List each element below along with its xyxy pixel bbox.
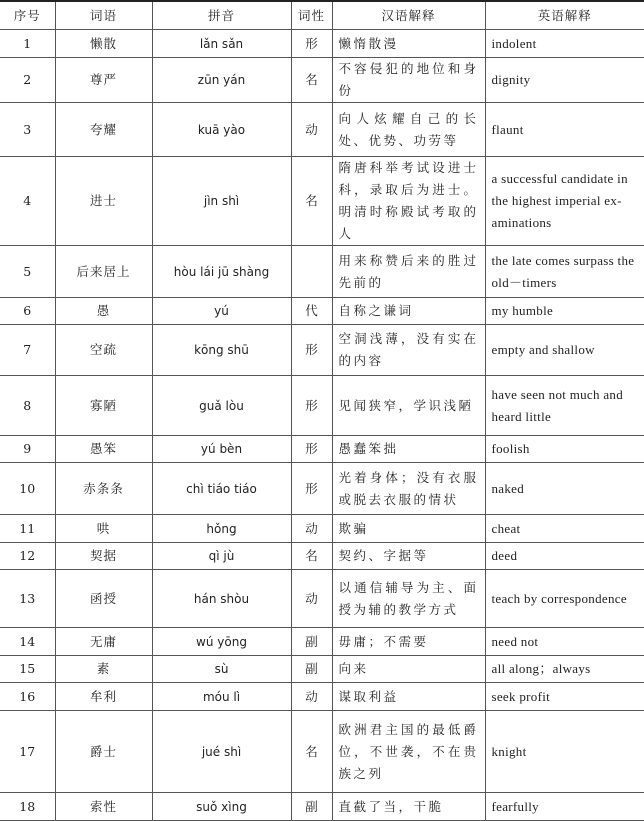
row-pinyin: sù (152, 656, 291, 683)
row-word: 无庸 (55, 628, 152, 656)
row-chinese-definition: 自称之谦词 (332, 298, 485, 325)
row-chinese-definition: 光着身体；没有衣服或脱去衣服的情状 (332, 463, 485, 515)
row-number: 10 (0, 463, 55, 515)
row-english-definition: seek profit (485, 683, 644, 711)
row-number: 12 (0, 543, 55, 570)
row-english-definition: teach by correspondence (485, 570, 644, 628)
table-row (0, 103, 644, 157)
row-pinyin: kuā yào (152, 103, 291, 157)
table-body (0, 30, 644, 821)
header-part-of-speech: 词性 (291, 1, 332, 30)
row-part-of-speech: 形 (291, 463, 332, 515)
row-chinese-definition: 向来 (332, 656, 485, 683)
table-row (0, 570, 644, 628)
row-chinese-definition: 用来称赞后来的胜过先前的 (332, 246, 485, 298)
row-word: 赤条条 (55, 463, 152, 515)
row-number: 5 (0, 246, 55, 298)
row-chinese-definition: 谋取利益 (332, 683, 485, 711)
row-pinyin: kōng shū (152, 325, 291, 376)
row-pinyin: hán shòu (152, 570, 291, 628)
row-part-of-speech: 代 (291, 298, 332, 325)
row-pinyin: jìn shì (152, 157, 291, 246)
row-number: 11 (0, 515, 55, 543)
row-word: 爵士 (55, 711, 152, 793)
row-chinese-definition: 见闻狭窄，学识浅陋 (332, 376, 485, 436)
row-part-of-speech (291, 246, 332, 298)
row-word: 愚笨 (55, 436, 152, 463)
row-number: 14 (0, 628, 55, 656)
row-word: 愚 (55, 298, 152, 325)
row-part-of-speech: 名 (291, 711, 332, 793)
row-part-of-speech: 名 (291, 543, 332, 570)
row-part-of-speech: 副 (291, 656, 332, 683)
header-english-definition: 英语解释 (485, 1, 644, 30)
row-number: 8 (0, 376, 55, 436)
table-row (0, 325, 644, 376)
table-row (0, 376, 644, 436)
header-word: 词语 (55, 1, 152, 30)
row-english-definition: naked (485, 463, 644, 515)
row-word: 空疏 (55, 325, 152, 376)
row-word: 寡陋 (55, 376, 152, 436)
row-pinyin: hòu lái jū shàng (152, 246, 291, 298)
row-pinyin: móu lì (152, 683, 291, 711)
row-part-of-speech: 副 (291, 793, 332, 821)
row-english-definition: all along；always (485, 656, 644, 683)
row-part-of-speech: 形 (291, 30, 332, 58)
row-number: 2 (0, 58, 55, 103)
row-part-of-speech: 形 (291, 325, 332, 376)
table-row (0, 628, 644, 656)
header-number: 序号 (0, 1, 55, 30)
table-row (0, 463, 644, 515)
row-pinyin: yú (152, 298, 291, 325)
row-chinese-definition: 直截了当，干脆 (332, 793, 485, 821)
table-row (0, 515, 644, 543)
row-word: 函授 (55, 570, 152, 628)
row-number: 17 (0, 711, 55, 793)
row-english-definition: flaunt (485, 103, 644, 157)
row-pinyin: suǒ xìng (152, 793, 291, 821)
row-number: 3 (0, 103, 55, 157)
row-chinese-definition: 不容侵犯的地位和身份 (332, 58, 485, 103)
row-chinese-definition: 欧洲君主国的最低爵位，不世袭，不在贵族之列 (332, 711, 485, 793)
row-part-of-speech: 动 (291, 515, 332, 543)
header-chinese-definition: 汉语解释 (332, 1, 485, 30)
row-number: 1 (0, 30, 55, 58)
row-number: 7 (0, 325, 55, 376)
row-chinese-definition: 向人炫耀自己的长处、优势、功劳等 (332, 103, 485, 157)
row-part-of-speech: 形 (291, 376, 332, 436)
row-number: 4 (0, 157, 55, 246)
row-chinese-definition: 契约、字据等 (332, 543, 485, 570)
row-english-definition: fearfully (485, 793, 644, 821)
table-row (0, 543, 644, 570)
row-pinyin: guǎ lòu (152, 376, 291, 436)
row-part-of-speech: 动 (291, 103, 332, 157)
row-number: 9 (0, 436, 55, 463)
row-part-of-speech: 动 (291, 683, 332, 711)
row-english-definition: foolish (485, 436, 644, 463)
row-part-of-speech: 名 (291, 58, 332, 103)
table-row (0, 656, 644, 683)
row-pinyin: qì jù (152, 543, 291, 570)
row-chinese-definition: 愚蠢笨拙 (332, 436, 485, 463)
row-pinyin: wú yōng (152, 628, 291, 656)
row-pinyin: chì tiáo tiáo (152, 463, 291, 515)
header-pinyin: 拼音 (152, 1, 291, 30)
row-number: 16 (0, 683, 55, 711)
row-english-definition: the late comes surpass the old－timers (485, 246, 644, 298)
row-english-definition: indolent (485, 30, 644, 58)
table-row (0, 298, 644, 325)
row-english-definition: need not (485, 628, 644, 656)
row-chinese-definition: 隋唐科举考试设进士科，录取后为进士。明清时称殿试考取的人 (332, 157, 485, 246)
row-chinese-definition: 以通信辅导为主、面授为辅的教学方式 (332, 570, 485, 628)
row-pinyin: hǒng (152, 515, 291, 543)
row-number: 13 (0, 570, 55, 628)
row-english-definition: have seen not much and heard little (485, 376, 644, 436)
row-word: 契据 (55, 543, 152, 570)
row-number: 15 (0, 656, 55, 683)
row-english-definition: empty and shallow (485, 325, 644, 376)
row-word: 牟利 (55, 683, 152, 711)
row-english-definition: my humble (485, 298, 644, 325)
row-english-definition: a successful candidate in the highest imperial ex-aminations (485, 157, 644, 246)
row-english-definition: cheat (485, 515, 644, 543)
row-word: 尊严 (55, 58, 152, 103)
row-english-definition: deed (485, 543, 644, 570)
row-chinese-definition: 欺骗 (332, 515, 485, 543)
row-chinese-definition: 毋庸；不需要 (332, 628, 485, 656)
row-pinyin: jué shì (152, 711, 291, 793)
row-chinese-definition: 空洞浅薄，没有实在的内容 (332, 325, 485, 376)
table-row (0, 793, 644, 821)
row-word: 夸耀 (55, 103, 152, 157)
row-word: 进士 (55, 157, 152, 246)
row-english-definition: knight (485, 711, 644, 793)
row-english-definition: dignity (485, 58, 644, 103)
row-word: 素 (55, 656, 152, 683)
row-word: 懒散 (55, 30, 152, 58)
row-number: 6 (0, 298, 55, 325)
row-part-of-speech: 形 (291, 436, 332, 463)
row-part-of-speech: 名 (291, 157, 332, 246)
row-word: 哄 (55, 515, 152, 543)
table-row (0, 711, 644, 793)
table-row (0, 30, 644, 58)
row-part-of-speech: 副 (291, 628, 332, 656)
table-row (0, 58, 644, 103)
table-row (0, 246, 644, 298)
row-pinyin: yú bèn (152, 436, 291, 463)
row-chinese-definition: 懒惰散漫 (332, 30, 485, 58)
row-word: 后来居上 (55, 246, 152, 298)
row-pinyin: zūn yán (152, 58, 291, 103)
row-word: 索性 (55, 793, 152, 821)
table-row (0, 683, 644, 711)
row-part-of-speech: 动 (291, 570, 332, 628)
table-header-row (0, 1, 644, 30)
table-row (0, 157, 644, 246)
row-number: 18 (0, 793, 55, 821)
table-row (0, 436, 644, 463)
row-pinyin: lǎn sǎn (152, 30, 291, 58)
